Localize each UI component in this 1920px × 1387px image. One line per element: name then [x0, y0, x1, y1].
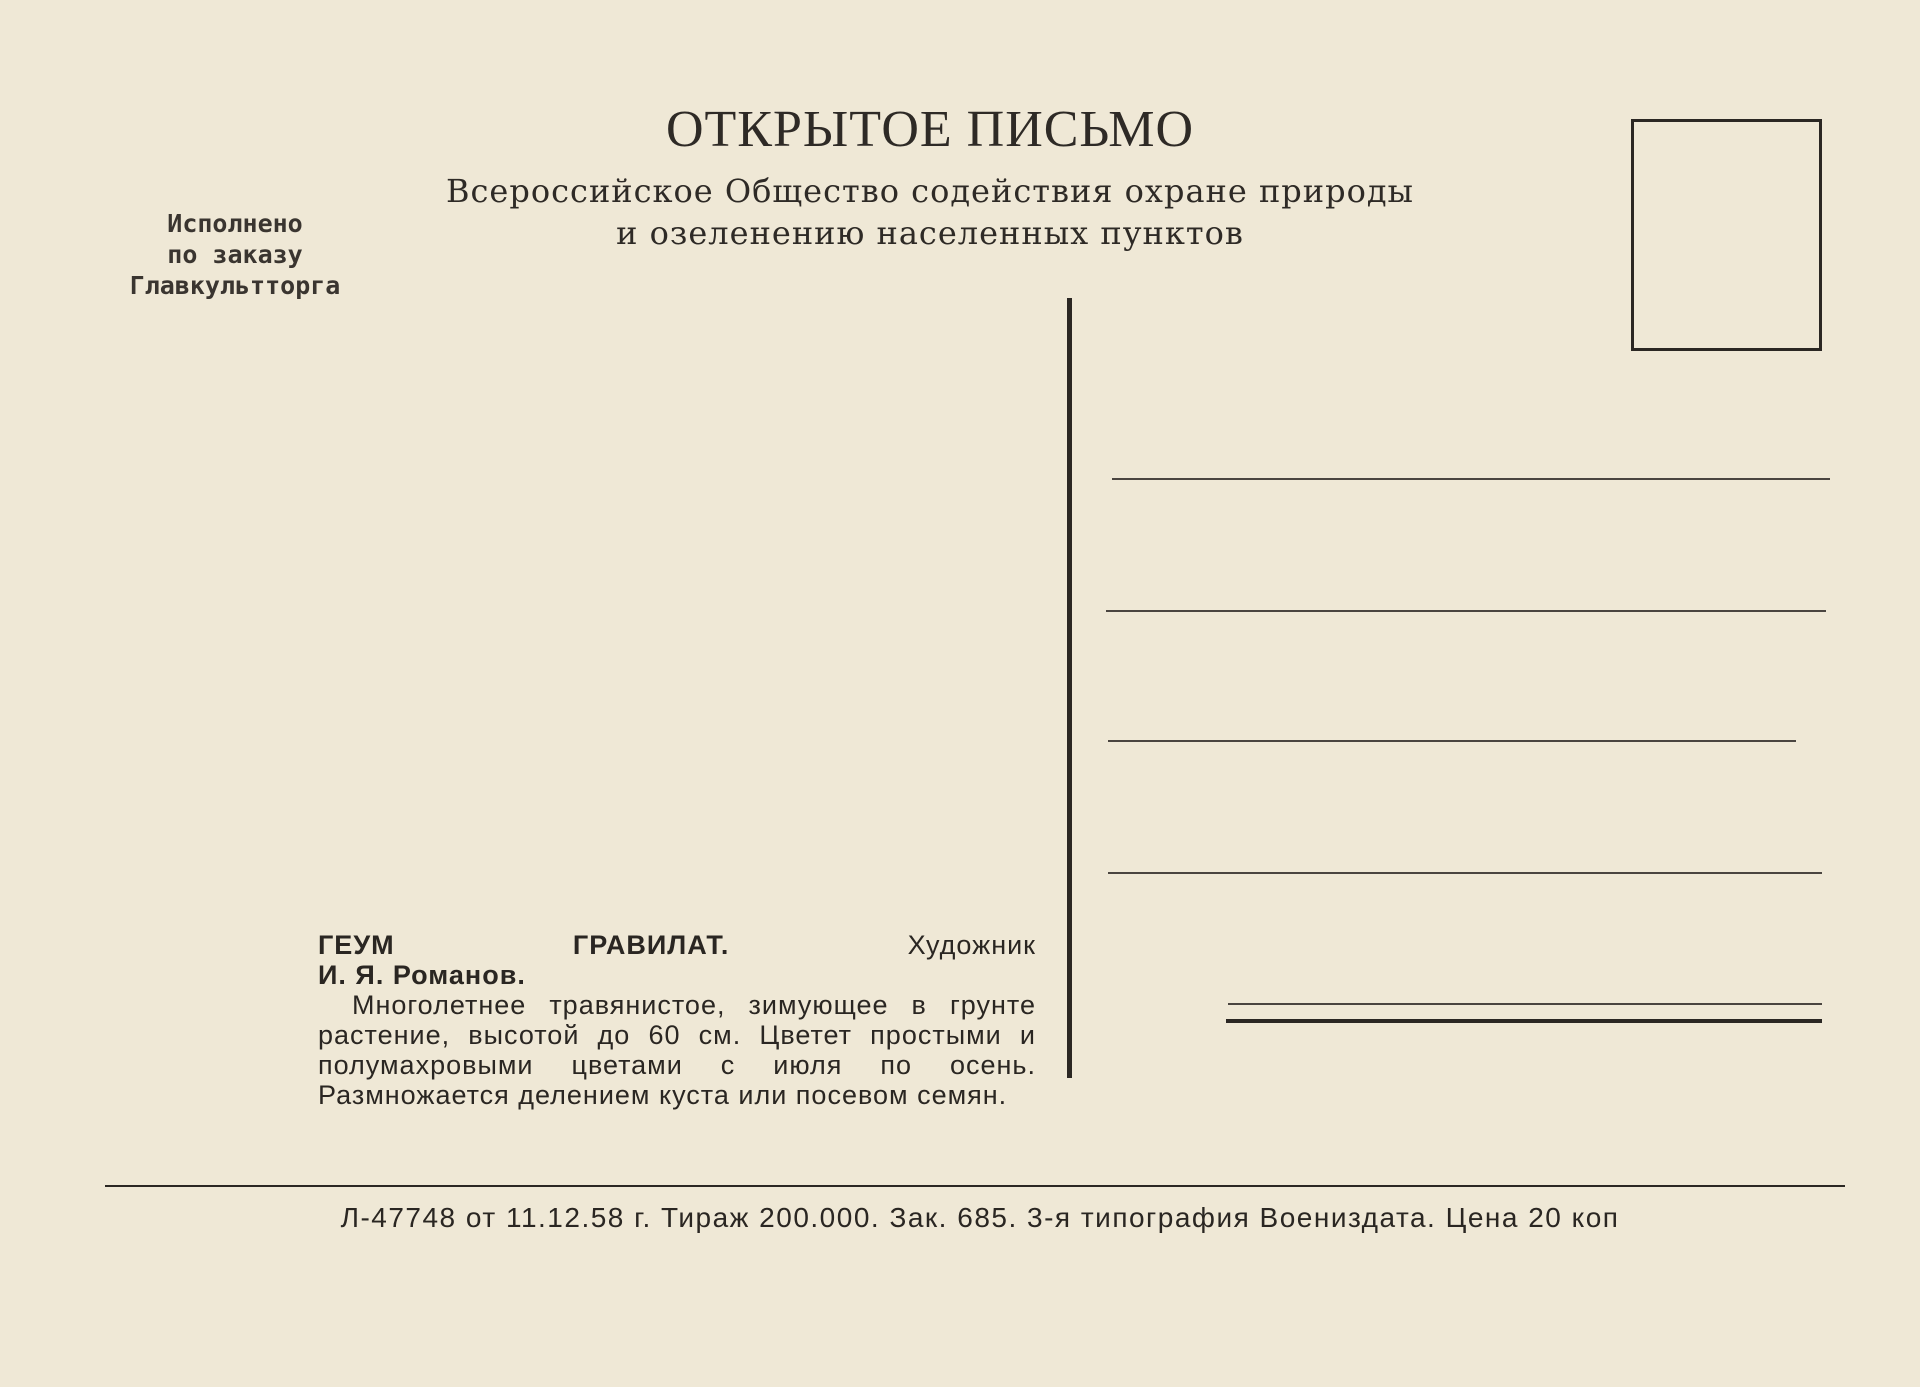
artist-label: Художник: [907, 930, 1036, 960]
commission-line-2: по заказу: [167, 240, 303, 269]
caption-heading: [318, 930, 1036, 960]
center-divider: [1067, 298, 1072, 1078]
society-name: [380, 170, 1480, 254]
address-line-6: [1226, 1019, 1822, 1023]
bottom-rule: [105, 1185, 1845, 1187]
address-line-2: [1106, 610, 1826, 612]
address-line-1: [1112, 478, 1830, 480]
print-imprint: Л-47748 от 11.12.58 г. Тираж 200.000. Зак. 685. 3-я типография Воениздата. Цена 20 коп: [340, 1202, 1620, 1233]
commission-line-1: Исполнено: [167, 209, 303, 238]
address-line-5: [1228, 1003, 1822, 1005]
plant-name-2: ГРАВИЛАТ.: [572, 930, 730, 960]
address-line-4: [1108, 872, 1822, 874]
society-line-1: Всероссийское Общество содействия охране природы: [445, 172, 1415, 210]
commission-note: [85, 208, 385, 301]
society-line-2: и озеленению населенных пунктов: [616, 214, 1244, 252]
stamp-box: [1631, 119, 1822, 351]
plant-caption: [318, 930, 1036, 1110]
commission-line-3: Главкультторга: [129, 271, 341, 300]
card-title: ОТКРЫТОЕ ПИСЬМО: [665, 101, 1195, 158]
plant-name-1: ГЕУМ: [318, 930, 395, 960]
artist-name: И. Я. Романов.: [318, 960, 526, 990]
address-line-3: [1108, 740, 1796, 742]
plant-description: Многолетнее травянистое, зимующее в грунте растение, высотой до 60 см. Цветет простыми и полумахровыми цветами с июля по осень. Размножается делением куста или посевом семян.: [318, 990, 1036, 1110]
